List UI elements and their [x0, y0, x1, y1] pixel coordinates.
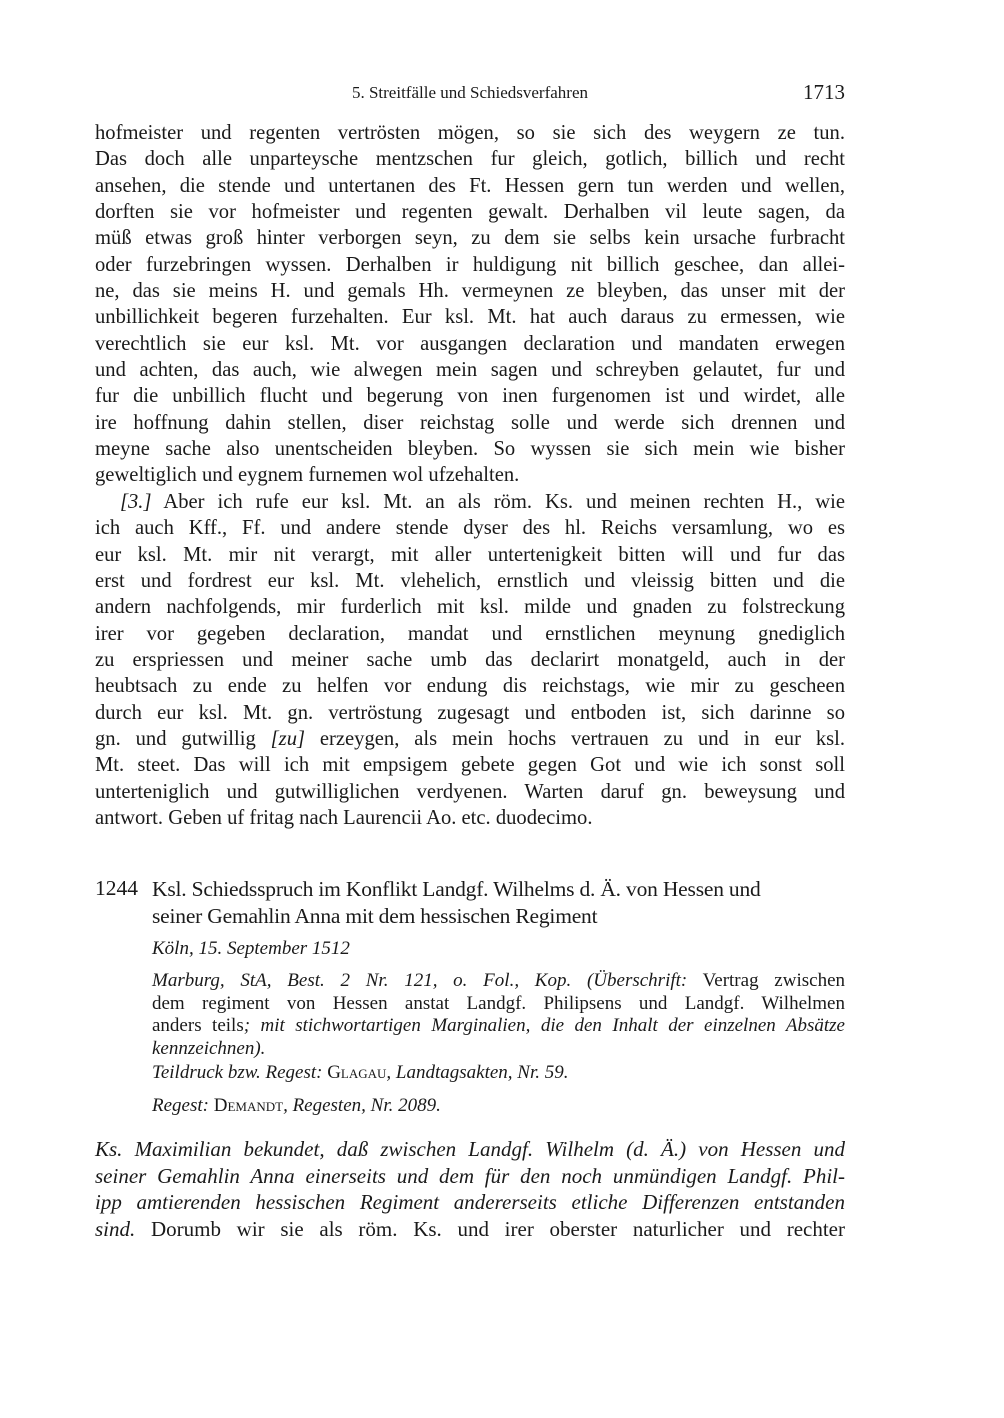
continued-letter-text: [95, 120, 845, 831]
text-line: [95, 726, 845, 752]
text-line: hofmeister und regenten vertrösten mögen, so sie sich des weygern ze tun.: [95, 122, 845, 144]
text-line: oder furzebringen wyssen. Derhalben ir huldigung nit billich geschee, dan allei-: [95, 253, 845, 276]
page-number: 1713: [803, 80, 845, 104]
text-line: und achten, das auch, wie alwegen mein sagen und schreyben gelautet, fur und: [95, 359, 845, 382]
summary-line: [95, 1216, 845, 1243]
running-head: [95, 80, 845, 106]
text-line: durch eur ksl. Mt. gn. vertröstung zugesagt und entboden ist, sich darinne so: [95, 701, 845, 724]
summary-line: Ks. Maximilian bekundet, daß zwischen Landgf. Wilhelm (d. Ä.) von Hessen und: [95, 1137, 845, 1161]
text-line: verechtlich sie eur ksl. Mt. vor ausgangen declaration und mandaten erwegen: [95, 332, 845, 355]
text-line: dorften sie vor hofmeister und regenten gewalt. Derhalben vil leute sagen, da: [95, 201, 845, 224]
source-line: dem regiment von Hessen anstat Landgf. Philipsens und Landgf. Wilhelmen: [152, 992, 845, 1014]
paragraph-2: [95, 489, 845, 831]
reference-label: Regest:: [152, 1095, 214, 1116]
text-line: ich auch Kff., Ff. und andere stende dyser des hl. Reichs versamlung, wo es: [95, 517, 845, 540]
text-line: eur ksl. Mt. mir nit verargt, mit aller untertenigkeit bitten will und fur das: [95, 543, 845, 566]
document-title: [152, 876, 845, 930]
text-line: heubtsach zu ende zu helfen vor endung dis reichstags, wie mir zu gescheen: [95, 675, 845, 698]
document-summary: [95, 1136, 845, 1242]
title-line: seiner Gemahlin Anna mit dem hessischen Regiment: [152, 904, 598, 928]
text-segment: Dorumb wir sie als röm. Ks. und irer oberster naturlicher und rechter: [135, 1216, 845, 1241]
document-number: 1244: [95, 876, 138, 900]
heading-quote: Vertrag zwischen: [687, 970, 846, 991]
reference-work: , Regesten, Nr. 2089.: [283, 1095, 441, 1116]
source-line: kennzeichnen).: [152, 1037, 266, 1059]
text-line: meyne sache also unentscheiden bleyben. So wyssen sie sich mein wie bisher: [95, 438, 845, 461]
summary-line: ipp amtierenden hessischen Regiment andererseits etliche Differenzen entstanden: [95, 1190, 845, 1214]
marginalia-note: ; mit stichwortartigen Marginalien, die den Inhalt der einzelnen Absätze: [243, 1015, 845, 1036]
text-line: antwort. Geben uf fritag nach Laurencii Ao. etc. duodecimo.: [95, 806, 593, 829]
text-line: ne, das sie meins H. und gemals Hh. vermeynen ze bleyben, das unser mit der: [95, 280, 845, 303]
text-line: zu erspriessen und meiner sache umb das declarirt monatgeld, auch in der: [95, 648, 845, 671]
text-line: geweltiglich und eygnem furnemen wol ufzehalten.: [95, 464, 520, 487]
text-line: ire hoffnung dahin stellen, diser reichstag solle und werde sich drennen und: [95, 411, 845, 434]
text-line: andern nachfolgends, mir furderlich mit ksl. milde und gnaden zu folstreckung: [95, 596, 845, 619]
reference-label: Teildruck bzw. Regest:: [152, 1062, 328, 1083]
text-segment: gn. und gutwillig: [95, 727, 271, 750]
reference-author: Demandt: [213, 1095, 284, 1116]
chapter-title: 5. Streitfälle und Schiedsverfahren: [351, 83, 589, 102]
text-line: unterteniglich und gutwilliglichen verdyenen. Warten daruf gn. beweysung und: [95, 780, 845, 803]
text-line: irer vor gegeben declaration, mandat und ernstlichen meynung gnediglich: [95, 622, 845, 645]
reference-work: , Landtagsakten, Nr. 59.: [386, 1062, 569, 1083]
source-note: [152, 970, 845, 1060]
text-line: erst und fordrest eur ksl. Mt. vlehelich, ernstlich und vleissig bitten und die: [95, 569, 845, 592]
partial-print-reference: [152, 1062, 845, 1085]
text-segment: sind.: [95, 1216, 136, 1241]
text-line: fur die unbillich flucht und begerung von inen furgenomen ist und wirdet, alle: [95, 385, 845, 408]
text-line: ansehen, die stende und untertanen des Ft. Hessen gern tun werden und wellen,: [95, 174, 845, 197]
regest-reference: [152, 1095, 845, 1118]
place-date: Köln, 15. September 1512: [152, 938, 350, 959]
archive-reference: Marburg, StA, Best. 2 Nr. 121, o. Fol., Kop. (Überschrift:: [152, 970, 688, 991]
section-marker: [3.]: [120, 490, 152, 513]
editorial-insertion: [zu]: [270, 727, 306, 750]
text-line: unbillichkeit begeren furzehalten. Eur ksl. Mt. hat auch daraus zu ermessen, wie: [95, 306, 845, 329]
summary-line: seiner Gemahlin Anna einerseits und dem für den noch unmündigen Landgf. Phil-: [95, 1163, 845, 1188]
title-line: Ksl. Schiedsspruch im Konflikt Landgf. Wilhelms d. Ä. von Hessen und: [152, 877, 761, 901]
text-segment: erzeygen, als mein hochs vertrauen zu und in eur ksl.: [305, 727, 845, 750]
paragraph-1: [95, 120, 845, 489]
heading-quote: anders teils: [152, 1015, 244, 1036]
text-line: [95, 489, 845, 515]
text-line: Mt. steet. Das will ich mit empsigem gebete gegen Got und wie ich sonst soll: [95, 754, 845, 777]
text-line: müß etwas groß hinter verborgen seyn, zu dem sie selbs kein ursache furbracht: [95, 227, 845, 250]
source-line: [152, 1015, 845, 1038]
reference-author: Glagau: [327, 1062, 387, 1083]
source-line: [152, 970, 845, 993]
text-line: Das doch alle unparteysche mentzschen fur gleich, gotlich, billich und recht: [95, 148, 845, 171]
text-segment: Aber ich rufe eur ksl. Mt. an als röm. Ks. und meinen rechten H., wie: [151, 490, 845, 513]
